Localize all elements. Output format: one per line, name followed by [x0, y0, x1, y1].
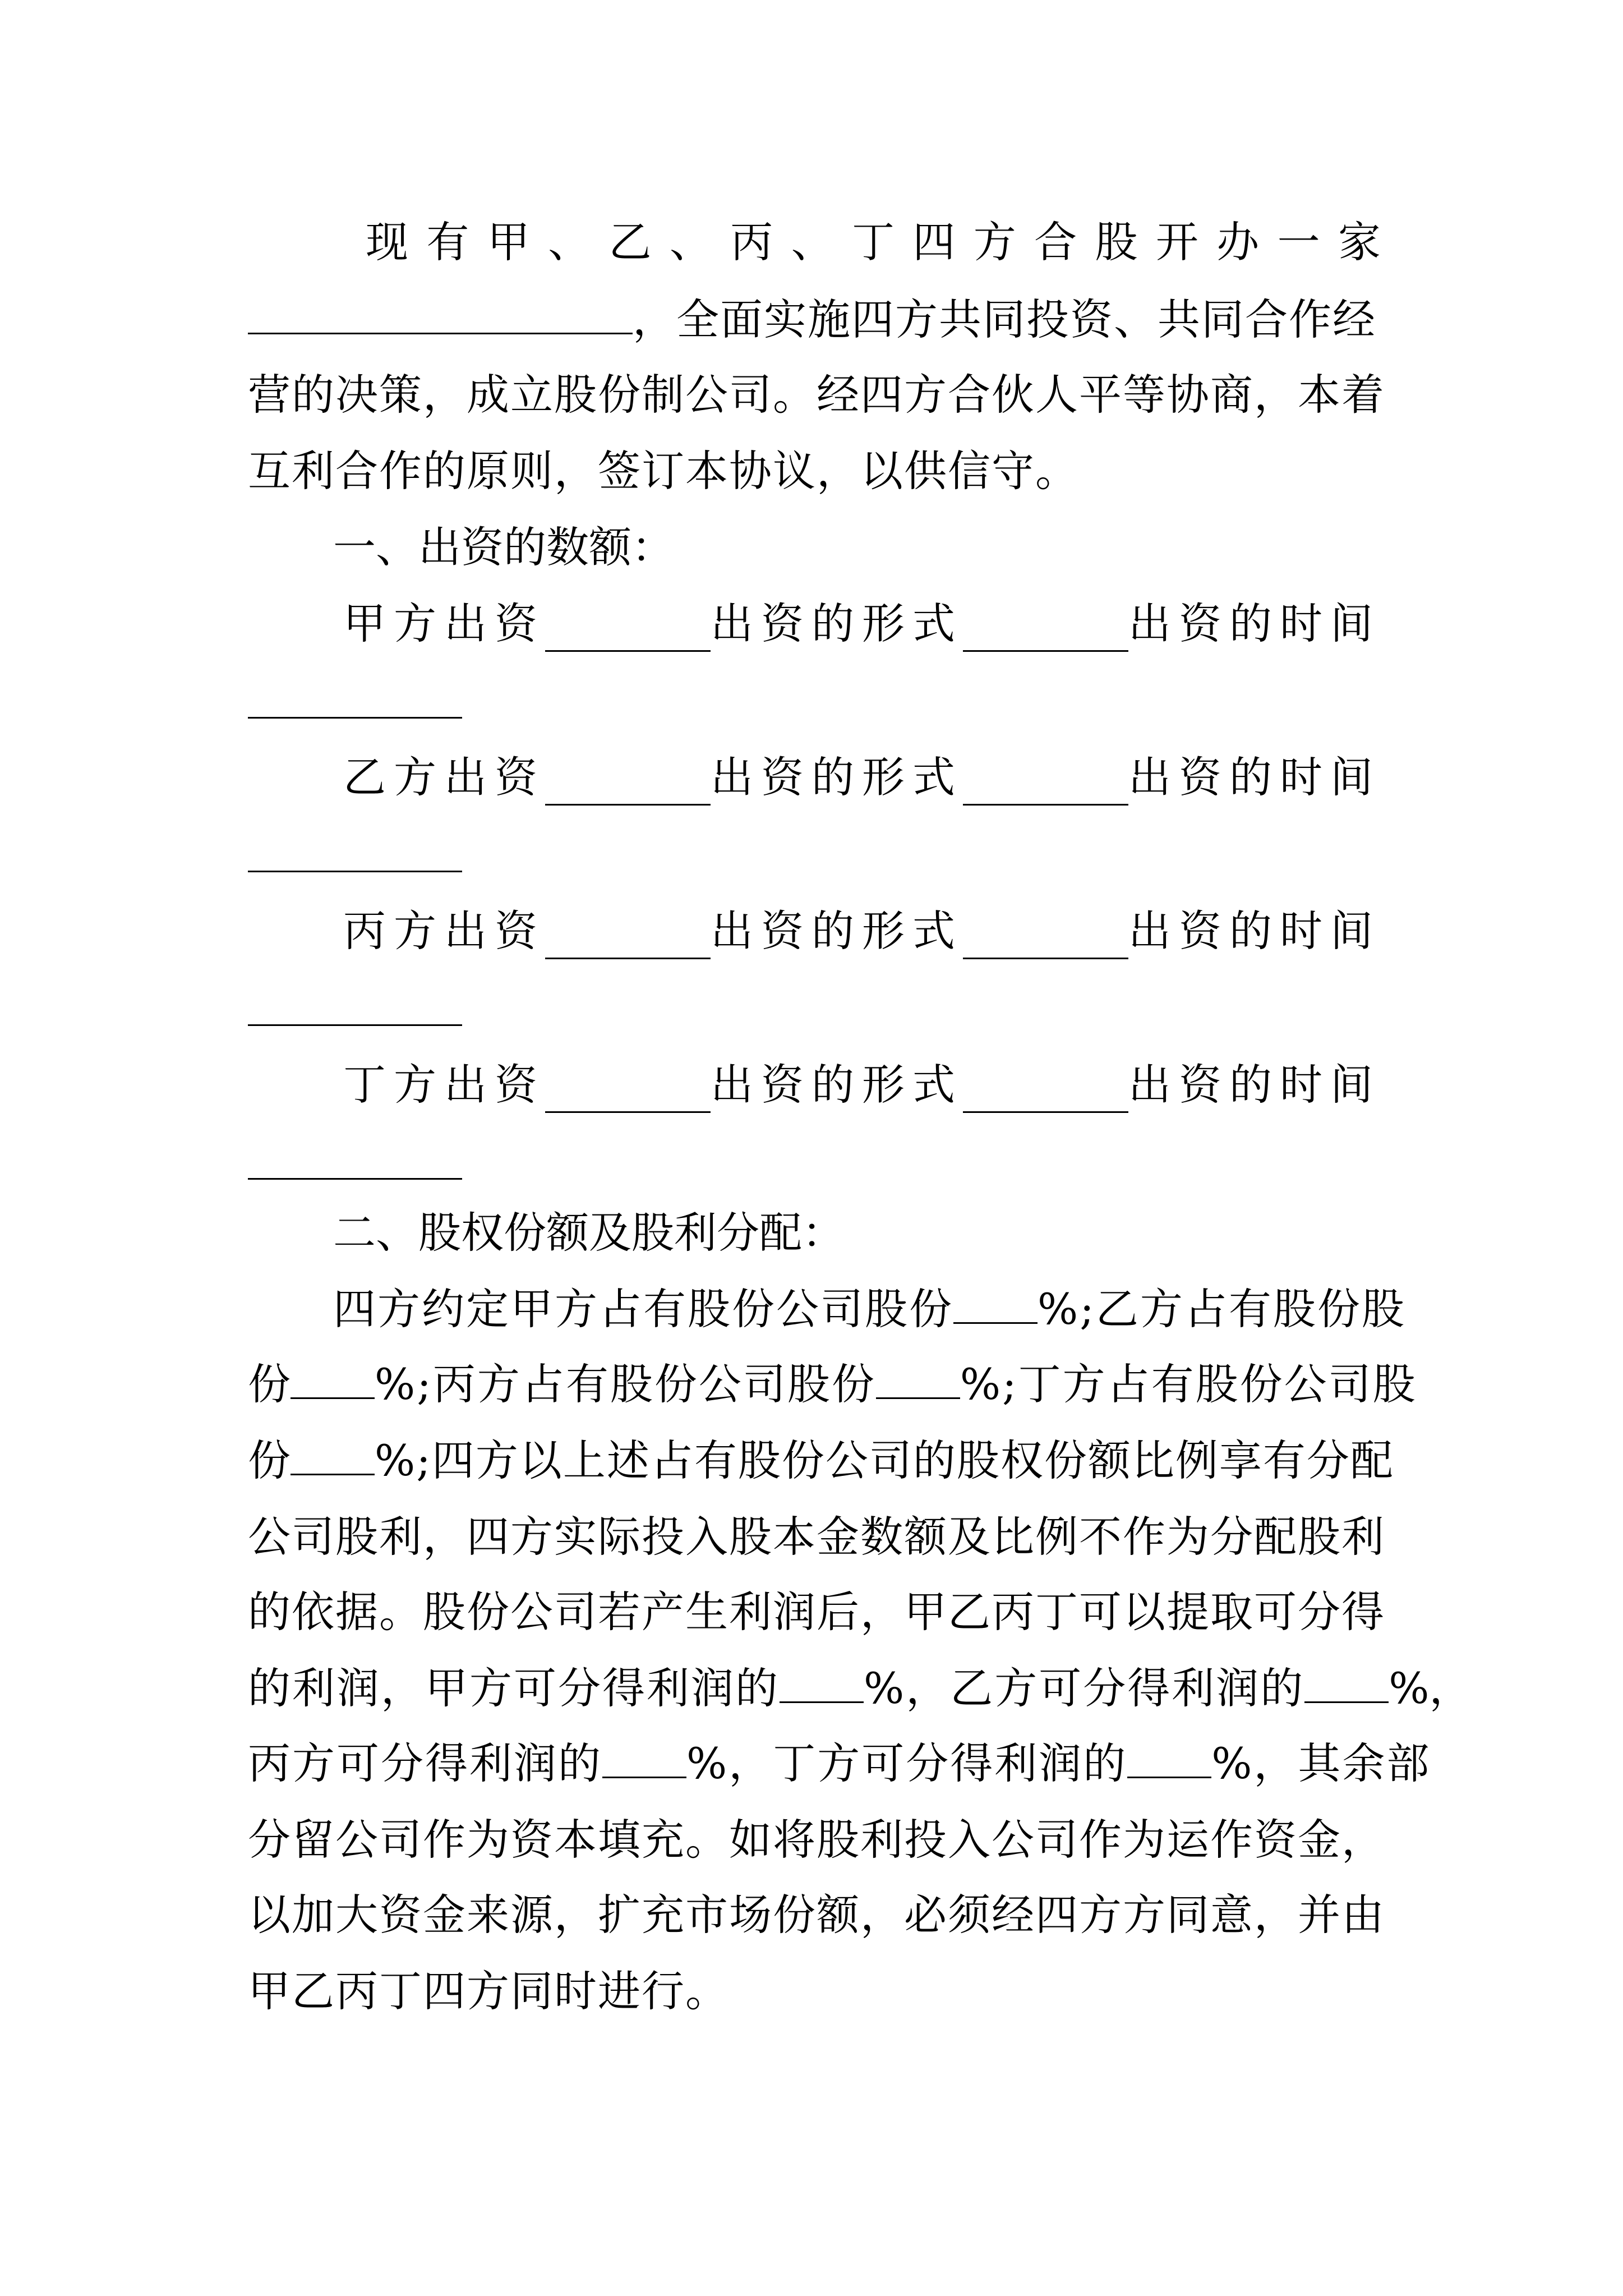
intro-line-3-text: 营的决策，成立股份制公司。经四方合伙人平等协商，本着 [248, 370, 1385, 420]
intro-line-4 [248, 443, 1381, 499]
s2-line-5-text: 的依据。股份公司若产生利润后，甲乙丙丁可以提取可分得 [248, 1587, 1385, 1637]
contribution-time-blank[interactable] [248, 1024, 462, 1026]
s2-line-3-text-b: %;四方以上述占有股份公司的股权份额比例享有分配 [375, 1435, 1394, 1485]
s2-line-10-text: 甲乙丙丁四方同时进行。 [248, 1966, 729, 2016]
contribution-amount-blank[interactable] [545, 1073, 711, 1113]
company-name-blank[interactable] [248, 295, 633, 334]
intro-line-1-char: 股 [1095, 217, 1138, 267]
share-percent-ding-blank[interactable] [291, 1435, 375, 1475]
contribution-row-ding [343, 1057, 1381, 1113]
s2-line-1-text-b: %;乙方占有股份股 [1038, 1284, 1406, 1334]
intro-line-1-char: 合 [1034, 217, 1077, 267]
contribution-form-label: 出资的形式 [711, 752, 963, 802]
intro-line-2 [248, 292, 1381, 348]
s2-line-2-text-b: %;丙方占有股份公司股份 [375, 1359, 876, 1409]
section-2-heading [248, 1205, 1381, 1261]
section-1-heading-text: 一、出资的数额： [333, 522, 674, 572]
contribution-row-content [343, 596, 1381, 652]
s2-line-7-text-b: %，丁方可分得利润的 [686, 1738, 1128, 1788]
s2-line-4 [248, 1509, 1385, 1565]
s2-line-9-text: 以加大资金来源，扩充市场份额，必须经四方方同意，并由 [248, 1890, 1385, 1940]
intro-line-1-char: 、 [548, 217, 591, 267]
profit-percent-bing-blank[interactable] [602, 1738, 686, 1778]
s2-line-7-text-a: 丙方可分得利润的 [248, 1738, 602, 1788]
s2-line-4-text: 公司股利，四方实际投入股本金数额及比例不作为分配股利 [248, 1512, 1385, 1562]
intro-line-1-char: 甲 [487, 217, 530, 267]
s2-line-8 [248, 1812, 1385, 1868]
contribution-form-blank[interactable] [963, 612, 1128, 652]
intro-line-2-text: ，全面实施四方共同投资、共同合作经 [633, 295, 1376, 344]
intro-line-1-char: 、 [669, 217, 712, 267]
contribution-party-label: 甲方出资 [343, 599, 545, 648]
s2-line-2-text-c: %;丁方占有股份公司股 [960, 1359, 1417, 1409]
intro-line-3 [248, 367, 1385, 423]
intro-line-1-char: 现 [366, 217, 408, 267]
contribution-row-content [343, 749, 1381, 806]
intro-line-1-char: 四 [912, 217, 956, 267]
intro-line-1-char: 有 [426, 217, 469, 267]
contribution-time-blank[interactable] [248, 717, 462, 719]
contribution-form-label: 出资的形式 [711, 906, 963, 956]
s2-line-3-text-a: 份 [248, 1435, 291, 1485]
intro-line-1-char: 、 [791, 217, 834, 267]
contribution-party-label: 丙方出资 [343, 906, 545, 956]
contribution-party-label: 乙方出资 [343, 752, 545, 802]
contribution-form-blank[interactable] [963, 919, 1128, 959]
intro-line-1-char: 办 [1216, 217, 1260, 267]
contribution-row-jia [343, 596, 1381, 652]
s2-line-2-text-a: 份 [248, 1359, 291, 1409]
share-percent-yi-blank[interactable] [291, 1359, 375, 1399]
contribution-time-label: 出资的时间 [1128, 906, 1381, 956]
intro-line-1 [366, 214, 1381, 270]
contribution-form-label: 出资的形式 [711, 599, 963, 648]
s2-line-1 [248, 1281, 1406, 1337]
section-1-heading [248, 519, 1381, 576]
s2-line-5 [248, 1584, 1385, 1640]
profit-percent-yi-blank[interactable] [1304, 1663, 1389, 1703]
s2-line-2 [248, 1356, 1417, 1412]
intro-line-1-char: 方 [973, 217, 1016, 267]
s2-line-7-text-c: %，其余部 [1211, 1738, 1431, 1788]
contribution-time-blank[interactable] [248, 871, 462, 872]
contribution-form-label: 出资的形式 [711, 1060, 963, 1110]
section-2-heading-text: 二、股权份额及股利分配： [333, 1208, 845, 1258]
s2-line-7 [248, 1736, 1431, 1792]
intro-line-1-char: 一 [1277, 217, 1320, 267]
intro-line-1-char: 丁 [852, 217, 895, 267]
s2-line-6-text-b: %，乙方可分得利润的 [864, 1663, 1305, 1713]
intro-line-4-text: 互利合作的原则，签订本协议，以供信守。 [248, 446, 1079, 496]
intro-line-1-char: 乙 [608, 217, 652, 267]
s2-line-6-text-a: 的利润，甲方可分得利润的 [248, 1663, 780, 1713]
intro-line-1-char: 丙 [730, 217, 773, 267]
s2-line-8-text: 分留公司作为资本填充。如将股利投入公司作为运作资金， [248, 1815, 1385, 1865]
profit-percent-ding-blank[interactable] [1127, 1738, 1211, 1778]
contribution-form-blank[interactable] [963, 1073, 1128, 1113]
contribution-row-bing [343, 903, 1381, 959]
contribution-form-blank[interactable] [963, 766, 1128, 806]
s2-line-1-text-a: 四方约定甲方占有股份公司股份 [333, 1284, 953, 1334]
share-percent-jia-blank[interactable] [953, 1284, 1038, 1324]
s2-line-10 [248, 1963, 1381, 2019]
share-percent-bing-blank[interactable] [876, 1359, 960, 1399]
contribution-time-blank[interactable] [248, 1178, 462, 1180]
profit-percent-jia-blank[interactable] [780, 1663, 864, 1703]
s2-line-9 [248, 1887, 1385, 1943]
intro-line-1-char: 开 [1155, 217, 1198, 267]
contribution-amount-blank[interactable] [545, 919, 711, 959]
contribution-time-label: 出资的时间 [1128, 752, 1381, 802]
contribution-party-label: 丁方出资 [343, 1060, 545, 1110]
contribution-amount-blank[interactable] [545, 612, 711, 652]
s2-line-3 [248, 1433, 1394, 1489]
contribution-row-yi [343, 749, 1381, 806]
contribution-row-content [343, 903, 1381, 959]
contribution-time-label: 出资的时间 [1128, 1060, 1381, 1110]
intro-line-1-text [366, 214, 1381, 270]
contribution-amount-blank[interactable] [545, 766, 711, 806]
contribution-time-label: 出资的时间 [1128, 599, 1381, 648]
intro-line-1-char: 家 [1338, 217, 1381, 267]
contribution-row-content [343, 1057, 1381, 1113]
s2-line-6 [248, 1660, 1472, 1717]
s2-line-6-text-c: %， [1389, 1663, 1472, 1713]
